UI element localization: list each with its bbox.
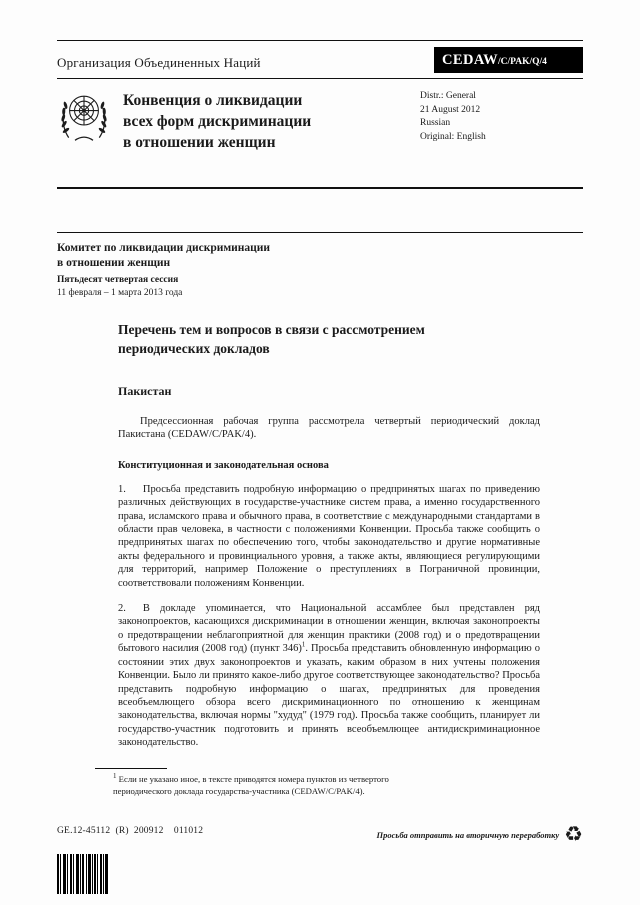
document-id: GE.12-45112 (R) 200912 011012 — [57, 826, 204, 836]
footnote-reference: 1 — [301, 640, 306, 649]
convention-title-line-2: всех форм дискриминации — [123, 113, 312, 130]
recycle-icon: ♻ — [564, 822, 583, 846]
page-title-line-1: Перечень тем и вопросов в связи с рассмотрением — [118, 322, 425, 337]
committee-name-line-1: Комитет по ликвидации дискриминации — [57, 242, 271, 254]
paragraph-1 — [118, 483, 540, 590]
un-emblem-icon — [57, 87, 111, 187]
distr-original: Original: English — [420, 131, 486, 142]
convention-title — [123, 87, 420, 187]
footnote-body: Если не указано иное, в тексте приводятся номера пунктов из четвертого периодического доклада государства-участника (CEDAW/C/PAK/4). — [113, 774, 389, 796]
header-divider — [57, 78, 583, 79]
recycle-notice — [377, 824, 583, 845]
organization-name: Организация Объединенных Наций — [57, 55, 261, 70]
barcode-graphic — [57, 854, 109, 894]
document-body — [118, 320, 540, 750]
recycle-text: Просьба отправить на вторичную переработку — [376, 829, 560, 840]
session-title: Пятьдесят четвертая сессия — [57, 275, 179, 285]
masthead — [57, 87, 583, 187]
paragraph-1-number: 1. — [118, 483, 126, 495]
paragraph-2-text-before-ref: В докладе упоминается, что Национальной ассамблее был представлен ряд законопроектов, касающихся дискриминации в отношении женщин, включая законопроекты о предотвращении неблагоприятной для женщин практики (2008 год) и о предотвращении бытового насилия (2008 год) (пункт 346) — [118, 603, 540, 655]
footnote-divider — [95, 768, 167, 769]
distribution-info — [420, 87, 583, 187]
un-emblem-graphic — [57, 87, 111, 145]
section-heading: Конституционная и законодательная основа — [118, 459, 329, 471]
convention-title-line-3: в отношении женщин — [123, 134, 276, 151]
document-symbol-main: CEDAW — [442, 52, 498, 68]
footnote-area — [57, 768, 583, 797]
distr-type: Distr.: General — [420, 91, 476, 101]
country-heading: Пакистан — [118, 384, 172, 398]
page-footer — [57, 822, 583, 846]
distr-date: 21 August 2012 — [420, 104, 481, 115]
committee-divider — [57, 232, 583, 233]
convention-title-line-1: Конвенция о ликвидации — [123, 92, 303, 109]
page-title — [118, 320, 540, 358]
intro-paragraph: Предсессионная рабочая группа рассмотрела четвертый периодический доклад Пакистана (CEDAW/C/PAK/4). — [118, 416, 540, 441]
committee-name-line-2: в отношении женщин — [57, 257, 171, 269]
footnote-text — [113, 774, 433, 797]
paragraph-2-number: 2. — [118, 603, 126, 615]
footnote-number: 1 — [113, 772, 117, 781]
paragraph-2-text-after-ref: . Просьба представить обновленную информацию о состоянии этих двух законопроектов и указать, каким образом в них учтены положения Конвенции. Было ли принято какое-либо другое соответствующее законодательство? Просьба представить подробную информацию о шагах, предпринятых для проведения всеобъемлющего обзора всего дискриминационного по отношению к женщинам законодательства, включая нормы "худуд" (1979 год). Просьба также сообщить, планирует ли государство-участник подготовить и принять всеобъемлющее антидискриминационное законодательство. — [118, 643, 540, 749]
masthead-divider — [57, 187, 583, 189]
distr-language: Russian — [420, 118, 451, 128]
header-row — [57, 41, 583, 78]
session-dates: 11 февраля – 1 марта 2013 года — [57, 288, 183, 298]
paragraph-1-text: Просьба представить подробную информацию о предпринятых шагах по приведению различных действующих в государстве-участнике систем права, а именно государственного права, исламского права и обычного права, в соответствие с международными стандартами в области прав человека, в частности с положениями Конвенции. Просьба также сообщить о предпринятых шагах по обеспечению того, чтобы законодательство и другие нормативные акты федерального и провинциального уровня, а также акты, являющиеся регулирующими для территорий, например Положение о преступлениях в Пограничной провинции, соответствовали положениям Конвенции. — [118, 483, 540, 589]
page-title-line-2: периодических докладов — [118, 341, 270, 356]
committee-block — [57, 241, 583, 300]
document-symbol-box — [434, 47, 583, 73]
barcode — [57, 854, 109, 899]
paragraph-2 — [118, 602, 540, 749]
document-symbol-suffix: /C/PAK/Q/4 — [497, 57, 547, 67]
